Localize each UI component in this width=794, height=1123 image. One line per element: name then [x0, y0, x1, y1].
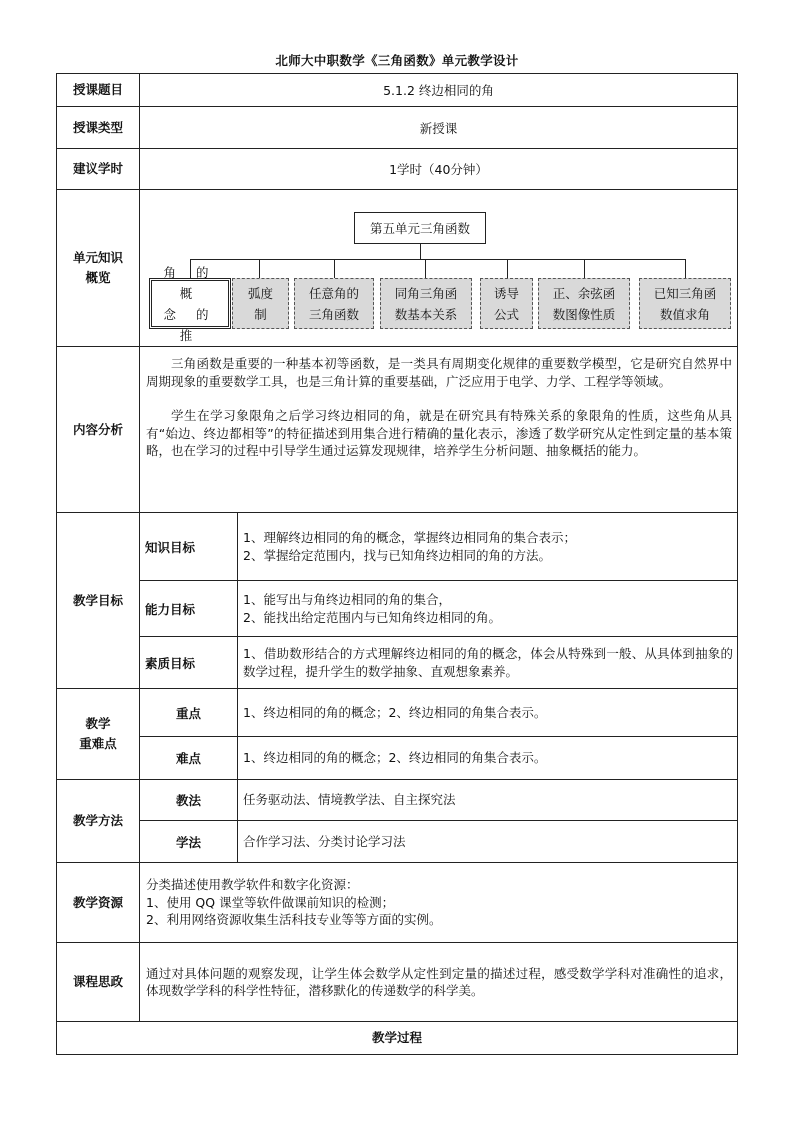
content-analysis — [146, 347, 732, 512]
type-label: 授课类型 — [72, 119, 123, 135]
type-value: 新授课 — [419, 120, 458, 136]
content-paragraph-2: 学生在学习象限角之后学习终边相同的角，就是在研究具有特殊关系的象限角的性质，这些角从具有“始边、终边都相等”的特征描述到用集合进行精确的量化表示，渗透了数学研究从定性到定量的基本策略，也在学习的过程中引导学生通过运算发现规律，培养学生分析问题、抽象概括的能力。 — [146, 408, 732, 458]
ideology: 通过对具体问题的观察发现，让学生体会数学从定性到定量的描述过程，感受数学学科对准确性的追求，体现数学学科的科学性特征，潜移默化的传递数学的科学美。 — [146, 965, 732, 998]
learning-method: 合作学习法、分类讨论学习法 — [243, 833, 406, 849]
teaching-method-label: 教法 — [175, 793, 201, 808]
overview-label-line1: 单元知识 — [72, 250, 123, 265]
difficult-point-label: 难点 — [175, 751, 201, 766]
tree-node-sine-cosine: 正、余弦函 数图像性质 — [538, 278, 630, 329]
keypoints-label: 教学 重难点 — [79, 716, 117, 751]
methods-label: 教学方法 — [72, 813, 123, 828]
goals-label: 教学目标 — [72, 592, 123, 608]
hours-label: 建议学时 — [72, 161, 123, 176]
topic-value: 5.1.2 终边相同的角 — [383, 83, 494, 98]
key-point-label: 重点 — [175, 705, 201, 721]
resources: 分类描述使用教学软件和数字化资源： 1、使用 QQ 课堂等软件做课前知识的检测； 2、利用网络资源收集生活科技专业等等方面的实例。 — [146, 877, 442, 928]
key-point: 1、终边相同的角的概念；2、终边相同的角集合表示。 — [243, 704, 547, 720]
ideology-label: 课程思政 — [72, 974, 123, 989]
tree-node-inverse: 已知三角函 数值求角 — [639, 278, 731, 329]
ability-goal: 1、能写出与角终边相同的角的集合， 2、能找出给定范围内与已知角终边相同的角。 — [243, 592, 501, 625]
overview-label — [57, 190, 139, 346]
resources-label: 教学资源 — [72, 894, 123, 910]
knowledge-goal-label: 知识目标 — [145, 539, 196, 555]
quality-goal-label: 素质目标 — [145, 655, 196, 671]
knowledge-goal: 1、理解终边相同的角的概念，掌握终边相同角的集合表示； 2、掌握给定范围内，找与已知角终边相同的角的方法。 — [243, 530, 576, 563]
teaching-method: 任务驱动法、情境教学法、自主探究法 — [243, 792, 456, 808]
content-paragraph-1: 三角函数是重要的一种基本初等函数，是一类具有周期变化规律的重要数学模型，它是研究自然界中周期现象的重要数学工具，也是三角计算的重要基础，广泛应用于电学、力学、工程学等领域。 — [146, 356, 732, 389]
quality-goal: 1、借助数形结合的方式理解终边相同的角的概念，体会从特殊到一般、从具体到抽象的数学过程，提升学生的数学抽象、直观想象素养。 — [243, 646, 733, 679]
tree-node-trig-function: 任意角的 三角函数 — [294, 278, 374, 329]
tree-node-angle-concept: 角 的 概 念 的 推 — [149, 278, 231, 329]
tree-node-radian: 弧度 制 — [232, 278, 289, 329]
difficult-point: 1、终边相同的角的概念；2、终边相同的角集合表示。 — [243, 750, 547, 766]
learning-method-label: 学法 — [175, 834, 201, 850]
hours-value: 1学时（40分钟） — [389, 162, 488, 177]
tree-node-induction: 诱导 公式 — [480, 278, 533, 329]
tree-root: 第五单元三角函数 — [354, 212, 486, 244]
ability-goal-label: 能力目标 — [145, 601, 196, 617]
process-header: 教学过程 — [371, 1030, 422, 1045]
overview-label-line2: 概览 — [85, 270, 111, 285]
topic-label: 授课题目 — [72, 82, 123, 97]
document-title: 北师大中职数学《三角函数》单元教学设计 — [275, 53, 519, 68]
tree-node-identity: 同角三角函 数基本关系 — [380, 278, 472, 329]
content-label: 内容分析 — [72, 421, 123, 437]
